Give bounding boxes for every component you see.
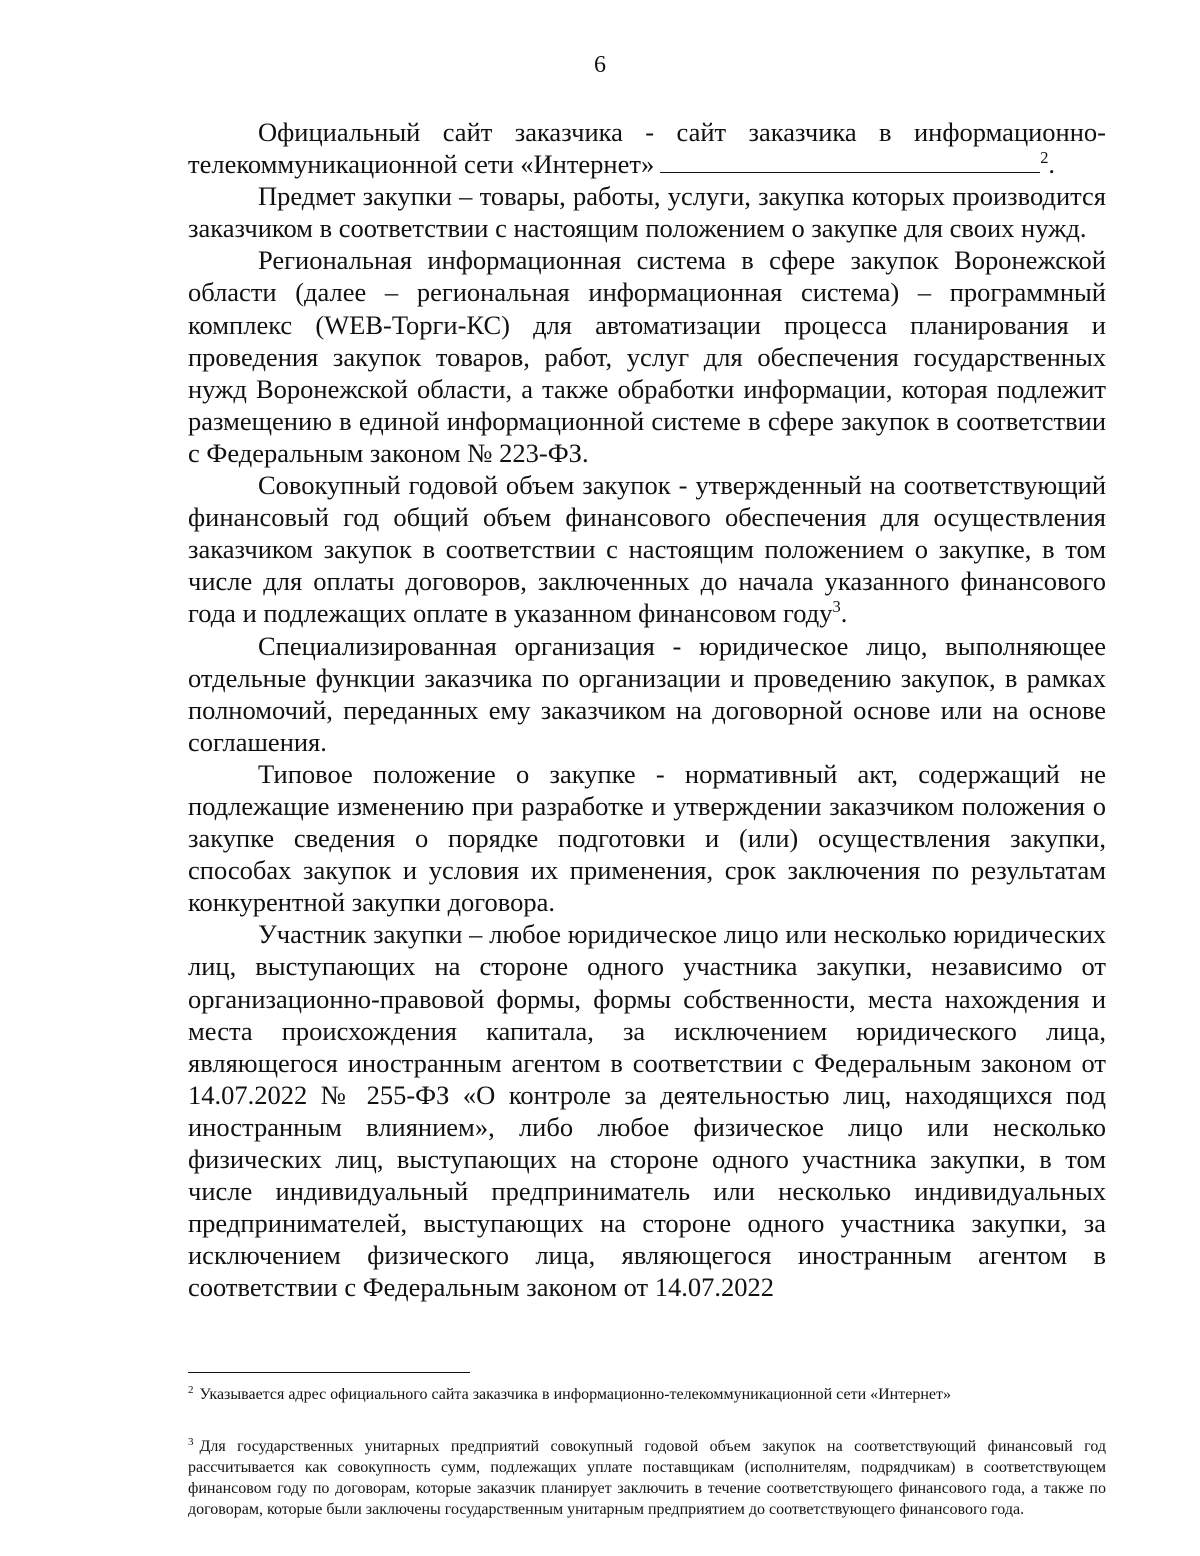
footnote-mark: 2 [188, 1383, 194, 1396]
paragraph-text: Совокупный годовой объем закупок - утвержденный на соответствующий финансовый год общий объем финансового обеспечения для осуществления заказчиком закупок в соответствии с настоящим положением о закупке, в том числе для оплаты договоров, заключенных до начала указанного финансового года и подлежащих оплате в указанном финансовом году [188, 470, 1106, 629]
footnote-ref: 3 [832, 597, 841, 617]
paragraph-end: . [1048, 149, 1056, 180]
paragraph-specialized-org: Специализированная организация - юридическое лицо, выполняющее отдельные функции заказчика по организации и проведению закупок, в рамках полномочий, переданных ему заказчиком на договорной основе или на основе соглашения. [188, 630, 1106, 757]
paragraph-procurement-subject: Предмет закупки – товары, работы, услуги, закупка которых производится заказчиком в соответствии с настоящим положением о закупке для своих нужд. [188, 181, 1106, 244]
paragraph-participant: Участник закупки – любое юридическое лицо или несколько юридических лиц, выступающих на стороне одного участника закупки, независимо от организационно-правовой формы, формы собственности, места нахождения и места происхождения капитала, за исключением юридического лица, являющегося иностранным агентом в соответствии с Федеральным законом от 14.07.2022 № 255-ФЗ «О контроле за деятельностью лиц, находящихся под иностранным влиянием», либо любое физическое лицо или несколько физических лиц, выступающих на стороне одного участника закупки, в том числе индивидуальный предприниматель или несколько индивидуальных предпринимателей, выступающих на стороне одного участника закупки, за исключением физического лица, являющегося иностранным агентом в соответствии с Федеральным законом от 14.07.2022 [188, 919, 1106, 1303]
paragraph-annual-volume [188, 469, 1106, 629]
footnote-text: Для государственных унитарных предприятий совокупный годовой объем закупок на соответствующий финансовый год рассчитывается как совокупность сумм, подлежащих уплате поставщикам (исполнителям, подрядчикам) в соответствующем финансовом году по договорам, которые заказчик планирует заключить в течение соответствующего финансового года, а также по договорам, которые были заключены государственным унитарным предприятием до соответствующего финансового года. [188, 1438, 1106, 1518]
footnote-2 [188, 1384, 1106, 1405]
paragraph-model-regulation: Типовое положение о закупке - нормативный акт, содержащий не подлежащие изменению при разработке и утверждении заказчиком положения о закупке сведения о порядке подготовки и (или) осуществления закупки, способах закупок и условия их применения, срок заключения по результатам конкурентной закупки договора. [188, 758, 1106, 918]
footnote-mark: 3 [188, 1435, 194, 1448]
footnote-separator [188, 1372, 470, 1373]
footnote-ref: 2 [1040, 148, 1049, 168]
paragraph-regional-system: Региональная информационная система в сфере закупок Воронежской области (далее – региональная информационная система) – программный комплекс (WEB-Торги-КС) для автоматизации процесса планирования и проведения закупок товаров, работ, услуг для обеспечения государственных нужд Воронежской области, а также обработки информации, которая подлежит размещению в единой информационной системе в сфере закупок в соответствии с Федеральным законом № 223-ФЗ. [188, 245, 1106, 468]
footnote-text: Указывается адрес официального сайта заказчика в информационно-телекоммуникационной сети «Интернет» [199, 1386, 951, 1403]
footnote-3 [188, 1436, 1106, 1520]
paragraph-official-site [188, 116, 1106, 180]
paragraph-end: . [840, 598, 848, 629]
paragraph-text: Официальный сайт заказчика - сайт заказчика в информационно-телекоммуникационной сети «Интернет» [188, 117, 1106, 180]
blank-fill-line [660, 150, 1040, 173]
page-number: 6 [594, 52, 606, 78]
document-body [188, 116, 1106, 1303]
